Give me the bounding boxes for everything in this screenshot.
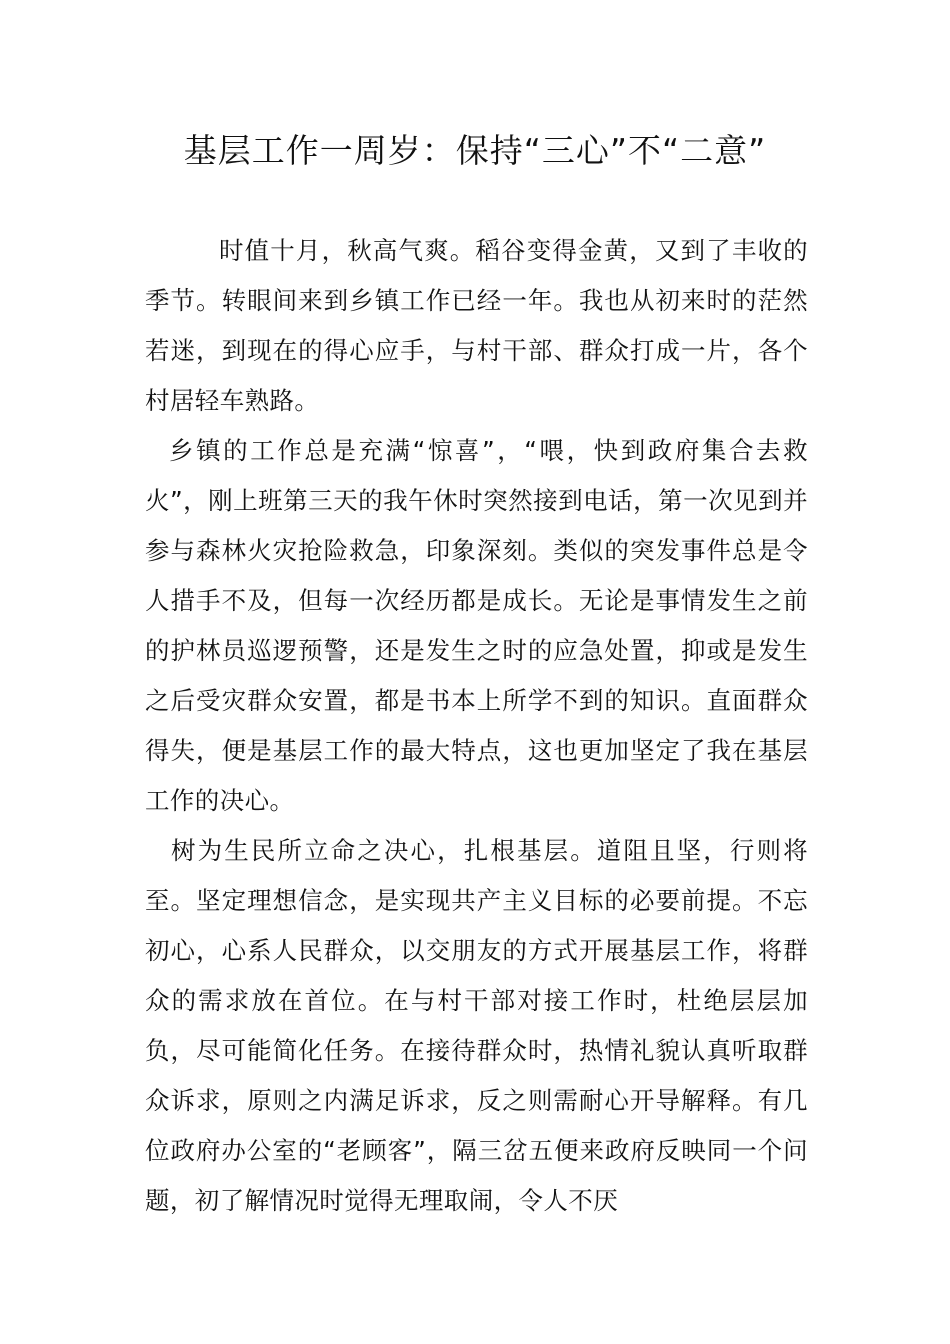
document-body bbox=[145, 226, 808, 1226]
paragraph-2: 乡镇的工作总是充满“惊喜”，“喂，快到政府集合去救火”，刚上班第三天的我午休时突然接到电话，第一次见到并参与森林火灾抢险救急，印象深刻。类似的突发事件总是令人措手不及，但每一次经历都是成长。无论是事情发生之前的护林员巡逻预警，还是发生之时的应急处置，抑或是发生之后受灾群众安置，都是书本上所学不到的知识。直面群众得失，便是基层工作的最大特点，这也更加坚定了我在基层工作的决心。 bbox=[145, 436, 808, 815]
document-title: 基层工作一周岁：保持“三心”不“二意” bbox=[183, 131, 767, 170]
paragraph-1: 时值十月，秋高气爽。稻谷变得金黄，又到了丰收的季节。转眼间来到乡镇工作已经一年。我也从初来时的茫然若迷，到现在的得心应手，与村干部、群众打成一片，各个村居轻车熟路。 bbox=[145, 236, 808, 415]
paragraph-3: 树为生民所立命之决心，扎根基层。道阻且坚，行则将至。坚定理想信念，是实现共产主义目标的必要前提。不忘初心，心系人民群众，以交朋友的方式开展基层工作，将群众的需求放在首位。在与村干部对接工作时，杜绝层层加负，尽可能简化任务。在接待群众时，热情礼貌认真听取群众诉求，原则之内满足诉求，反之则需耐心开导解释。有几位政府办公室的“老顾客”，隔三岔五便来政府反映同一个问题，初了解情况时觉得无理取闹，令人不厌 bbox=[145, 836, 808, 1215]
